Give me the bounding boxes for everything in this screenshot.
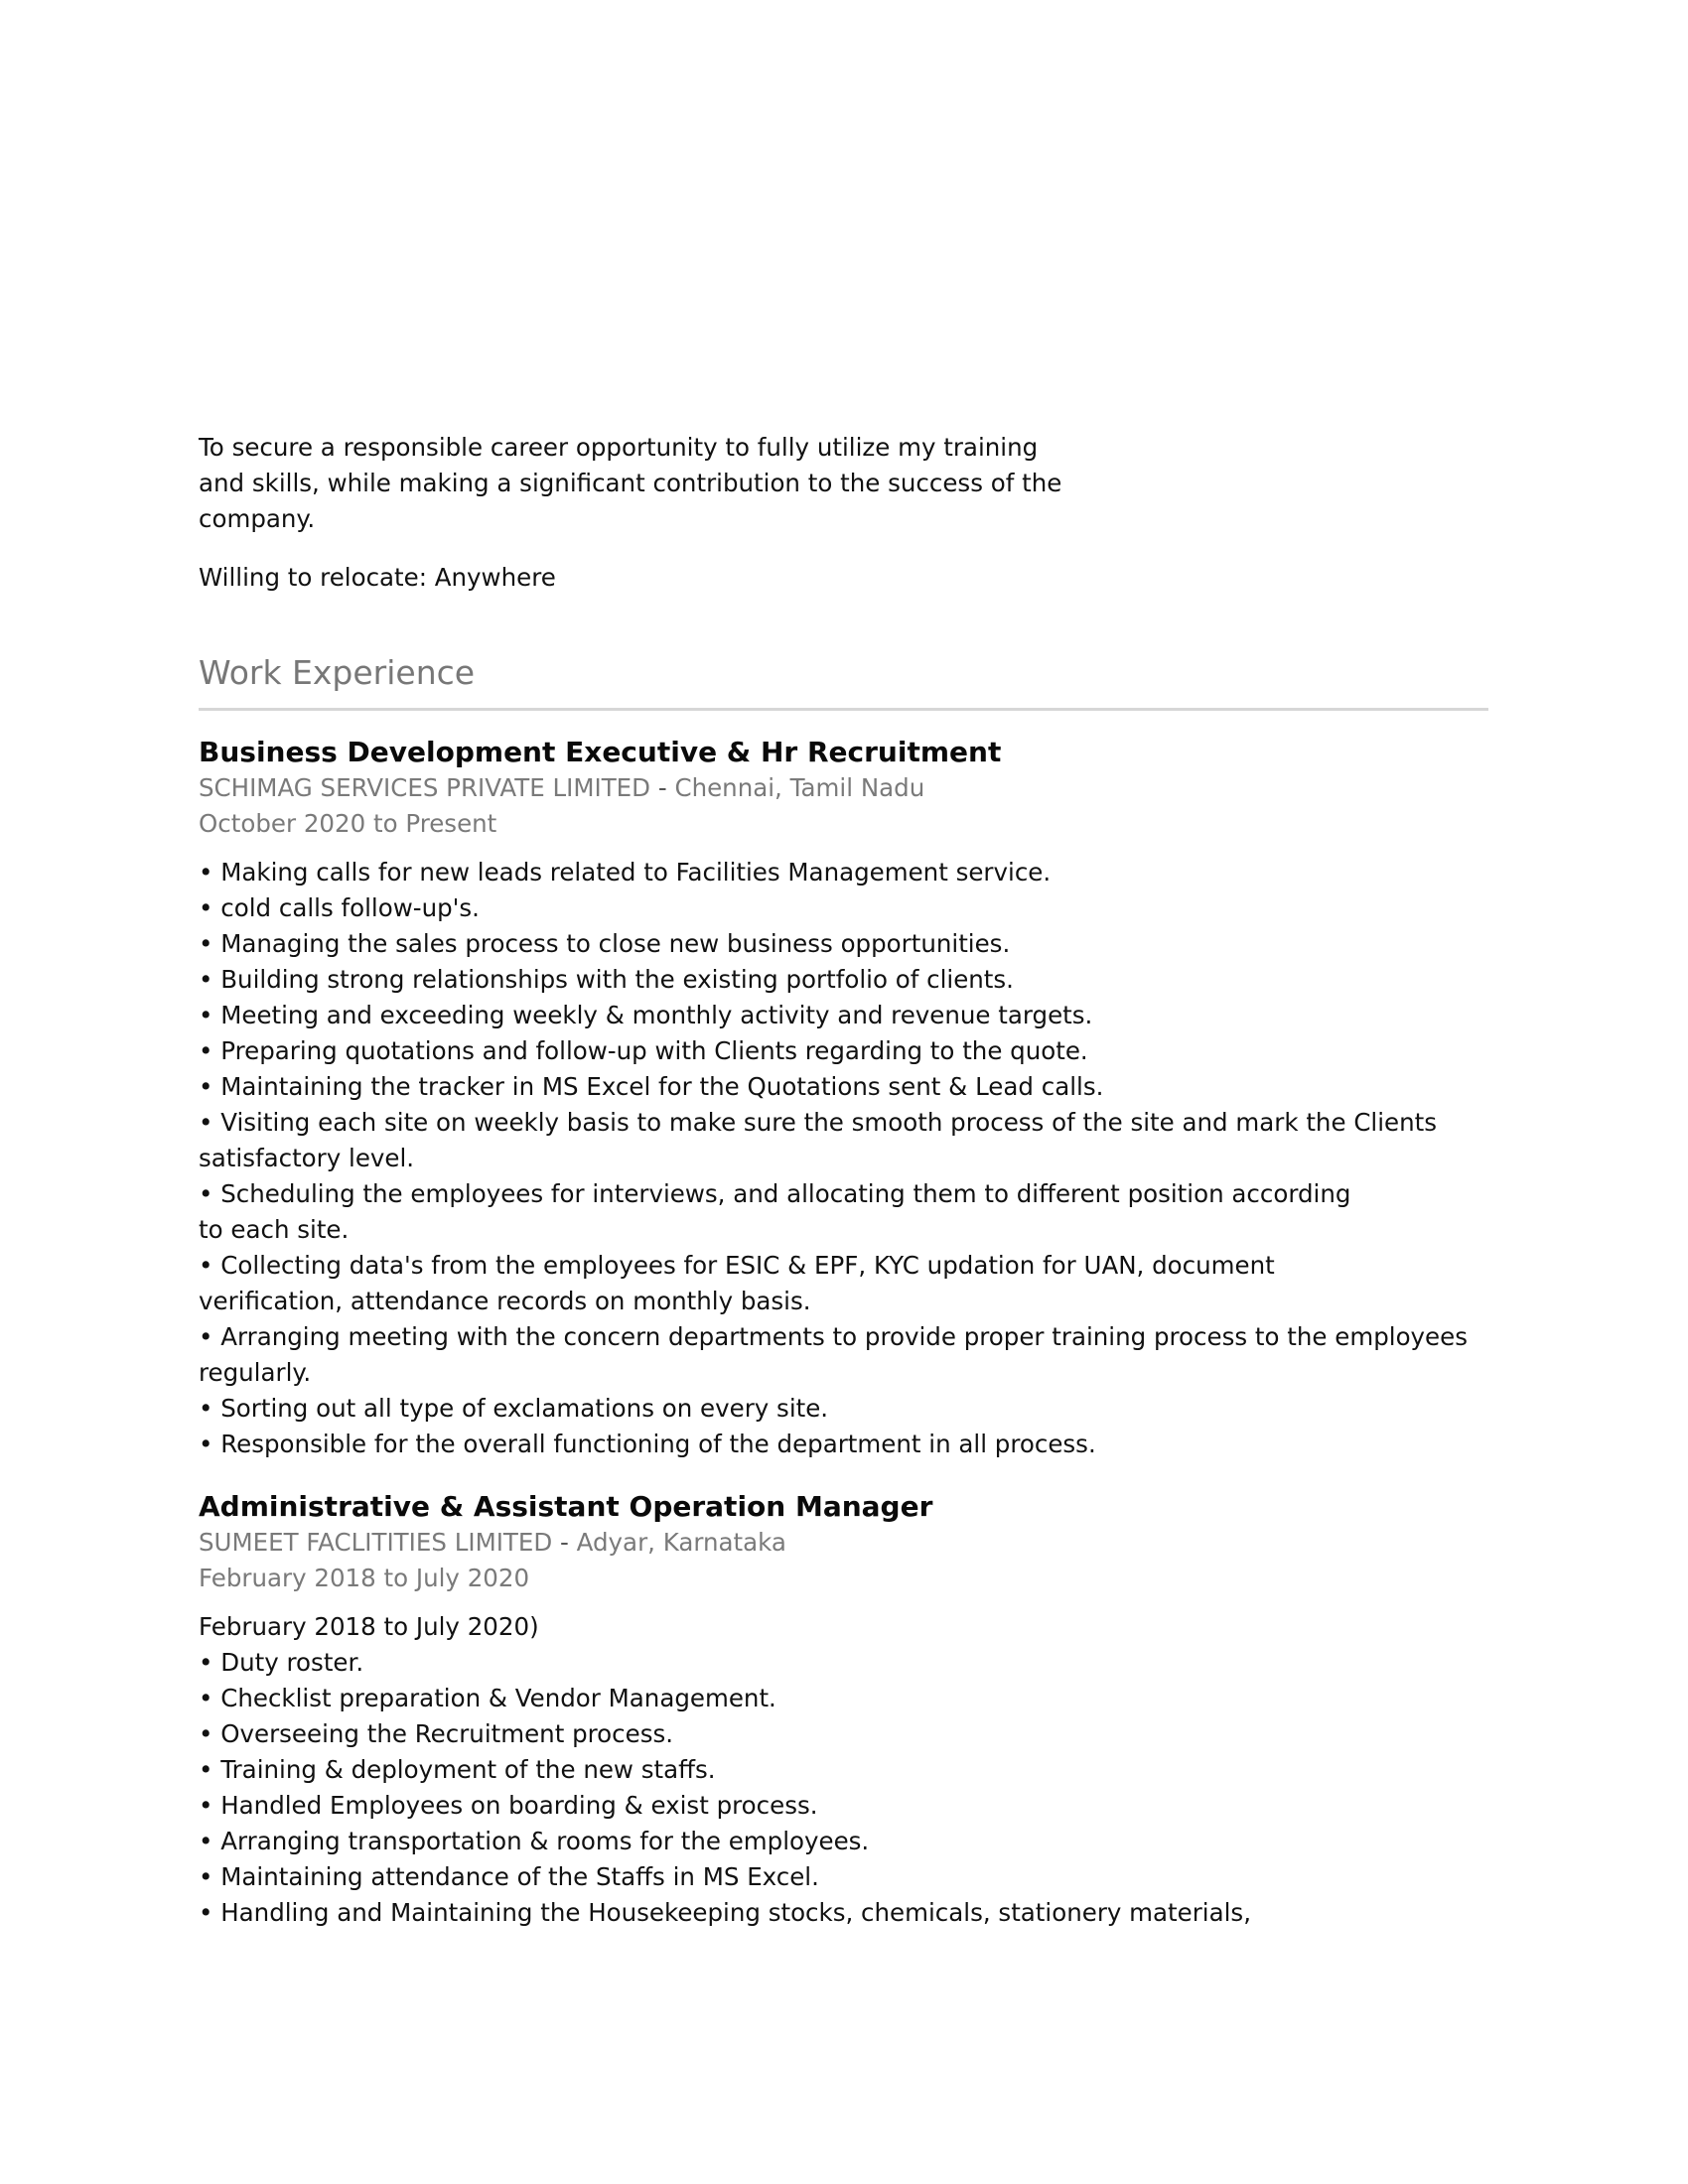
- description-line: • Collecting data's from the employees for ESIC & EPF, KYC updation for UAN, document: [199, 1251, 1275, 1280]
- description-line: • Handled Employees on boarding & exist process.: [199, 1791, 818, 1820]
- company-location-separator: -: [552, 1528, 577, 1557]
- job-dates: February 2018 to July 2020: [199, 1564, 530, 1592]
- job-title: Business Development Executive & Hr Recruitment: [199, 736, 1002, 768]
- description-line: • Training & deployment of the new staffs.: [199, 1755, 716, 1784]
- description-line: • Maintaining the tracker in MS Excel for the Quotations sent & Lead calls.: [199, 1072, 1104, 1101]
- description-line: • Arranging meeting with the concern departments to provide proper training process to the employees: [199, 1322, 1468, 1351]
- job-description: [199, 855, 1489, 1462]
- description-line: satisfactory level.: [199, 1144, 415, 1172]
- job-company-location: [199, 770, 1489, 806]
- description-line: • Overseeing the Recruitment process.: [199, 1719, 674, 1748]
- description-line: regularly.: [199, 1358, 312, 1387]
- description-line: • Responsible for the overall functioning of the department in all process.: [199, 1430, 1096, 1458]
- description-line: • Preparing quotations and follow-up with Clients regarding to the quote.: [199, 1036, 1088, 1065]
- job-dates: October 2020 to Present: [199, 809, 497, 838]
- job-location: Chennai, Tamil Nadu: [674, 773, 925, 802]
- description-line: verification, attendance records on monthly basis.: [199, 1287, 811, 1315]
- description-line: • cold calls follow-up's.: [199, 893, 480, 922]
- objective-summary: [199, 430, 1061, 537]
- description-line: • Meeting and exceeding weekly & monthly activity and revenue targets.: [199, 1001, 1093, 1029]
- description-line: • Arranging transportation & rooms for the employees.: [199, 1827, 870, 1855]
- job-company: SUMEET FACLITITIES LIMITED: [199, 1528, 553, 1557]
- job-company: SCHIMAG SERVICES PRIVATE LIMITED: [199, 773, 651, 802]
- description-line: • Checklist preparation & Vendor Management.: [199, 1684, 776, 1712]
- description-line: • Visiting each site on weekly basis to make sure the smooth process of the site and mark the Clients: [199, 1108, 1438, 1137]
- description-line: • Maintaining attendance of the Staffs in MS Excel.: [199, 1862, 819, 1891]
- job-description: [199, 1609, 1489, 1931]
- description-line: • Making calls for new leads related to Facilities Management service.: [199, 858, 1052, 887]
- objective-line: To secure a responsible career opportunity to fully utilize my training: [199, 433, 1039, 462]
- description-line: • Building strong relationships with the existing portfolio of clients.: [199, 965, 1014, 994]
- job-entry: [199, 735, 1489, 1462]
- section-divider: [199, 708, 1488, 711]
- description-line: • Managing the sales process to close new business opportunities.: [199, 929, 1011, 958]
- job-entry: [199, 1489, 1489, 1931]
- description-line: • Duty roster.: [199, 1648, 364, 1677]
- description-line: to each site.: [199, 1215, 350, 1244]
- section-title-work-experience: Work Experience: [199, 653, 476, 692]
- objective-line: and skills, while making a significant contribution to the success of the: [199, 469, 1062, 497]
- description-line: • Sorting out all type of exclamations on every site.: [199, 1394, 829, 1423]
- description-line: • Scheduling the employees for interviews, and allocating them to different position according: [199, 1179, 1351, 1208]
- objective-line: company.: [199, 504, 316, 533]
- description-line: • Handling and Maintaining the Housekeeping stocks, chemicals, stationery materials,: [199, 1898, 1251, 1927]
- relocation-preference: Willing to relocate: Anywhere: [199, 563, 556, 592]
- job-title: Administrative & Assistant Operation Manager: [199, 1490, 933, 1523]
- job-location: Adyar, Karnataka: [576, 1528, 786, 1557]
- description-line: February 2018 to July 2020): [199, 1612, 539, 1641]
- company-location-separator: -: [650, 773, 675, 802]
- job-company-location: [199, 1525, 1489, 1561]
